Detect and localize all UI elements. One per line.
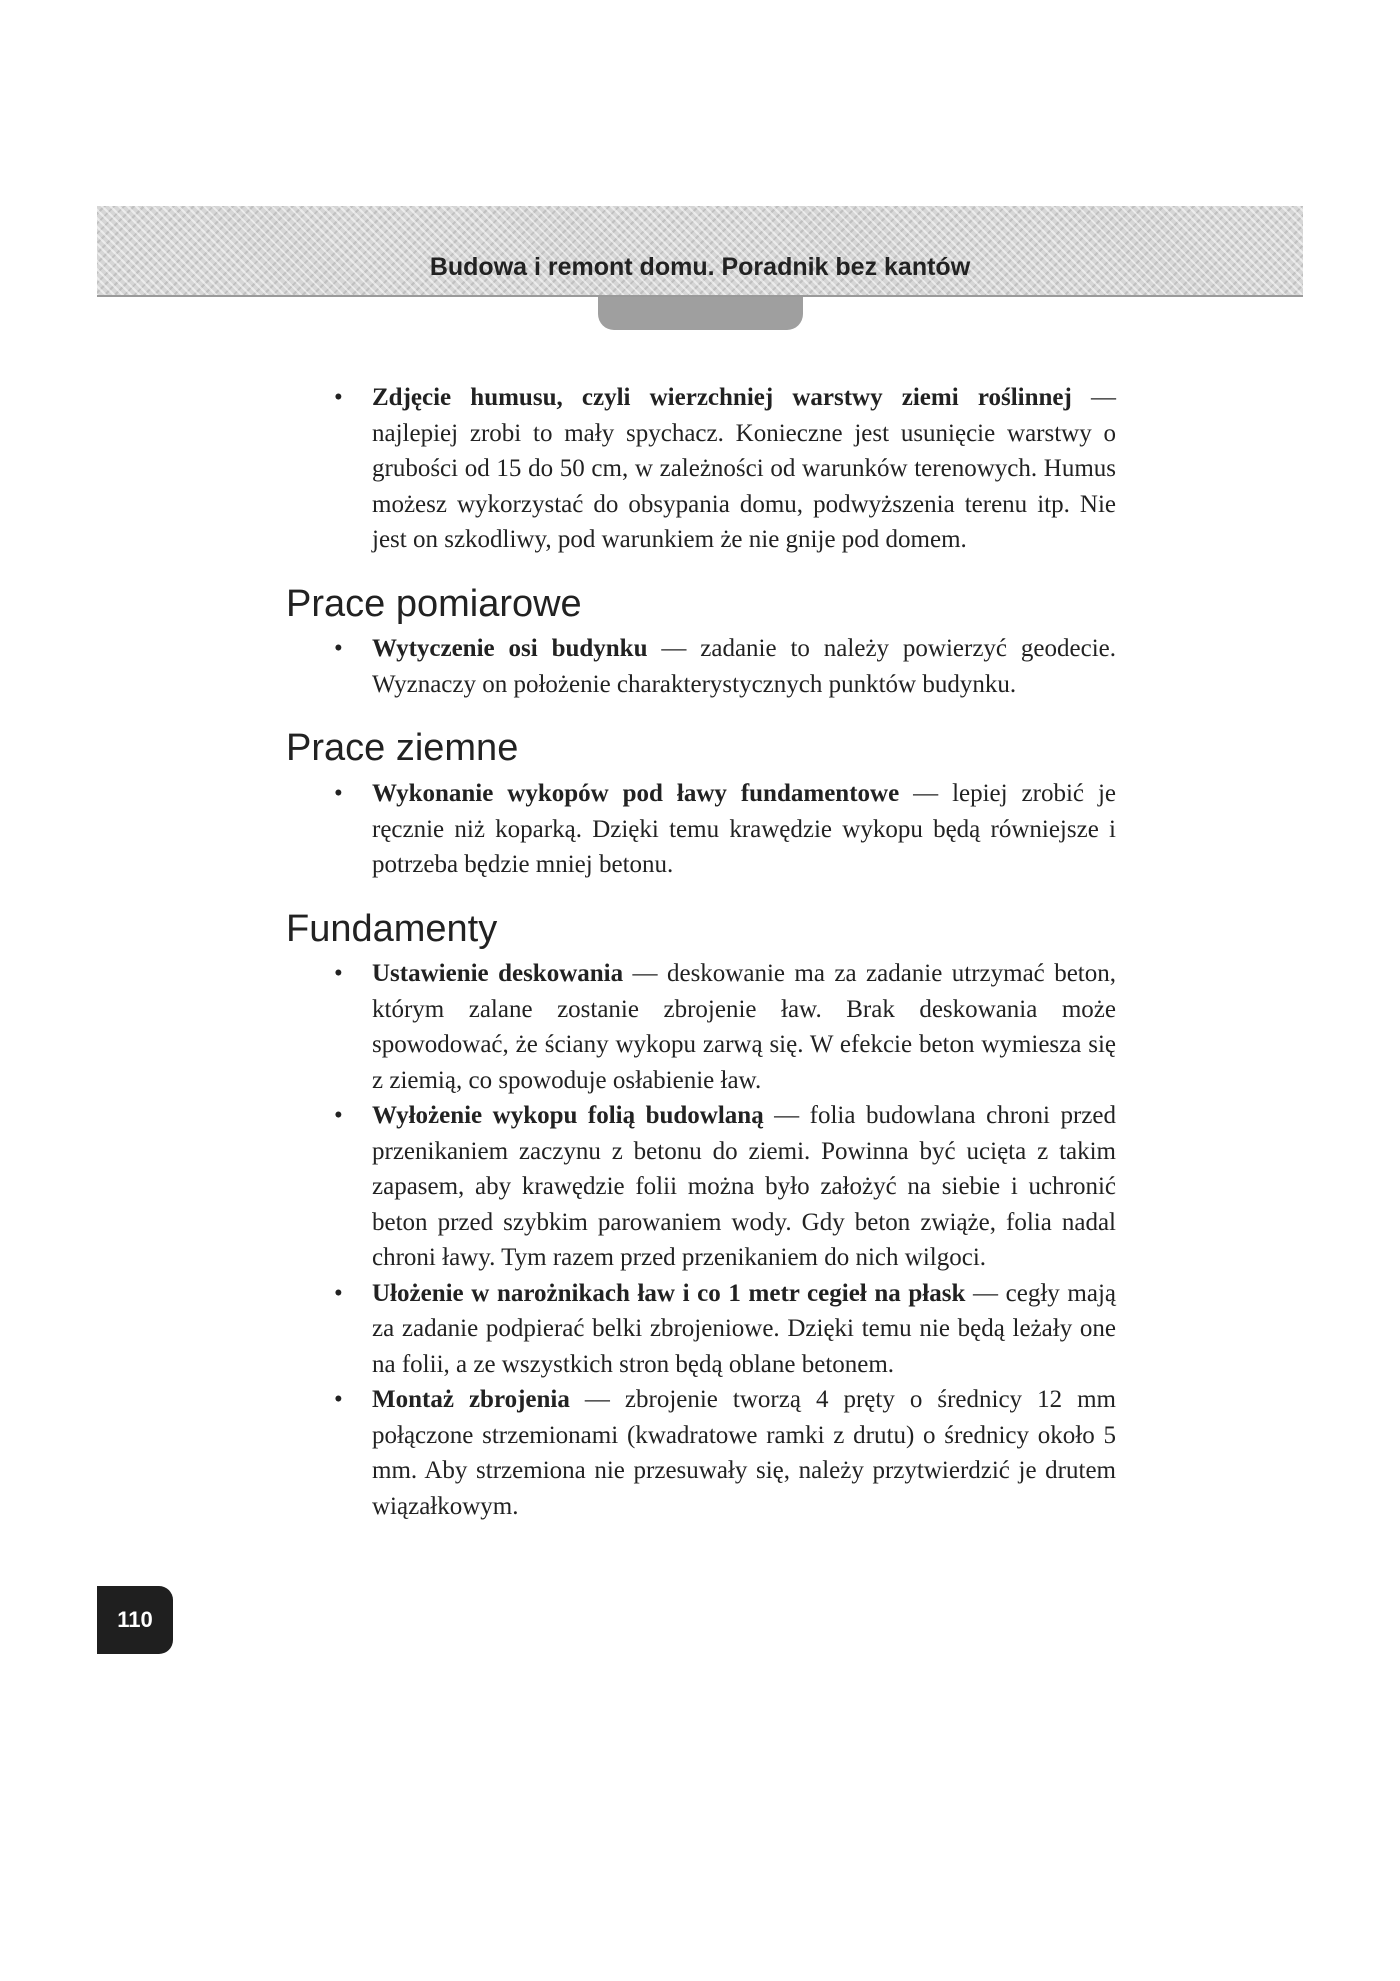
list-item-term: Ułożenie w narożnikach ław i co 1 metr cegieł na płask xyxy=(372,1279,966,1307)
list-item-term: Montaż zbrojenia xyxy=(372,1386,570,1414)
list-item-term: Wytyczenie osi budynku xyxy=(372,635,648,663)
list-item xyxy=(286,956,1116,1098)
list-item-text: — lepiej zrobić je ręcznie niż koparką. Dzięki temu krawędzie wykopu będą równiejsze i potrzeba będzie mniej betonu. xyxy=(372,780,1116,879)
list-item xyxy=(286,1276,1116,1383)
page-content xyxy=(286,380,1116,1524)
bullet-list-fundamenty xyxy=(286,956,1116,1524)
list-item xyxy=(286,776,1116,883)
bullet-icon: • xyxy=(334,780,343,808)
bullet-list-intro xyxy=(286,380,1116,558)
page-number: 110 xyxy=(97,1586,173,1654)
list-item xyxy=(286,1382,1116,1524)
list-item-text: — zbrojenie tworzą 4 pręty o średnicy 12 mm połączone strzemionami (kwadratowe ramki z drutu) o średnicy około 5 mm. Aby strzemiona nie przesuwały się, należy przytwierdzić je drutem wiązałkowym. xyxy=(372,1386,1116,1520)
bullet-icon: • xyxy=(334,960,343,988)
list-item-text: — najlepiej zrobi to mały spychacz. Konieczne jest usunięcie warstwy o grubości od 15 do 50 cm, w zależności od warunków terenowych. Humus możesz wykorzystać do obsypania domu, podwyższenia terenu itp. Nie jest on szkodliwy, pod warunkiem że nie gnije pod domem. xyxy=(372,384,1116,553)
list-item xyxy=(286,1098,1116,1276)
bullet-list-prace-pomiarowe xyxy=(286,631,1116,702)
list-item-term: Zdjęcie humusu, czyli wierzchniej warstwy ziemi roślinnej xyxy=(372,384,1072,411)
bullet-icon: • xyxy=(334,1279,343,1307)
list-item-term: Ustawienie deskowania xyxy=(372,960,624,988)
list-item-term: Wyłożenie wykopu folią budowlaną xyxy=(372,1102,764,1130)
list-item xyxy=(286,631,1116,702)
list-item-text: — deskowanie ma za zadanie utrzymać beton, którym zalane zostanie zbrojenie ław. Brak deskowania może spowodować, że ściany wykopu zarwą się. W efekcie beton wymiesza się z ziemią, co spowoduje osłabienie ław. xyxy=(372,960,1116,1094)
bullet-icon: • xyxy=(334,1386,343,1414)
list-item-text: — cegły mają za zadanie podpierać belki zbrojeniowe. Dzięki temu nie będą leżały one na folii, a ze wszystkich stron będą oblane betonem. xyxy=(372,1279,1116,1378)
header-tab-decoration xyxy=(598,297,803,330)
bullet-icon: • xyxy=(334,635,343,663)
list-item-text: — folia budowlana chroni przed przenikaniem zaczynu z betonu do ziemi. Powinna być ucięta z takim zapasem, aby krawędzie folii można było założyć na siebie i uchronić beton przed szybkim parowaniem wody. Gdy beton zwiąże, folia nadal chroni ławy. Tym razem przed przenikaniem do nich wilgoci. xyxy=(372,1102,1116,1272)
bullet-icon: • xyxy=(334,384,343,411)
list-item-text: — zadanie to należy powierzyć geodecie. Wyznaczy on położenie charakterystycznych punktów budynku. xyxy=(372,635,1116,698)
header-band xyxy=(97,206,1303,296)
list-item xyxy=(286,380,1116,558)
section-heading-prace-ziemne: Prace ziemne xyxy=(286,727,519,770)
section-heading-prace-pomiarowe: Prace pomiarowe xyxy=(286,582,582,625)
section-heading-fundamenty: Fundamenty xyxy=(286,907,498,950)
bullet-icon: • xyxy=(334,1102,343,1130)
list-item-term: Wykonanie wykopów pod ławy fundamentowe xyxy=(372,780,900,808)
running-header-title: Budowa i remont domu. Poradnik bez kantów xyxy=(429,253,971,281)
bullet-list-prace-ziemne xyxy=(286,776,1116,883)
